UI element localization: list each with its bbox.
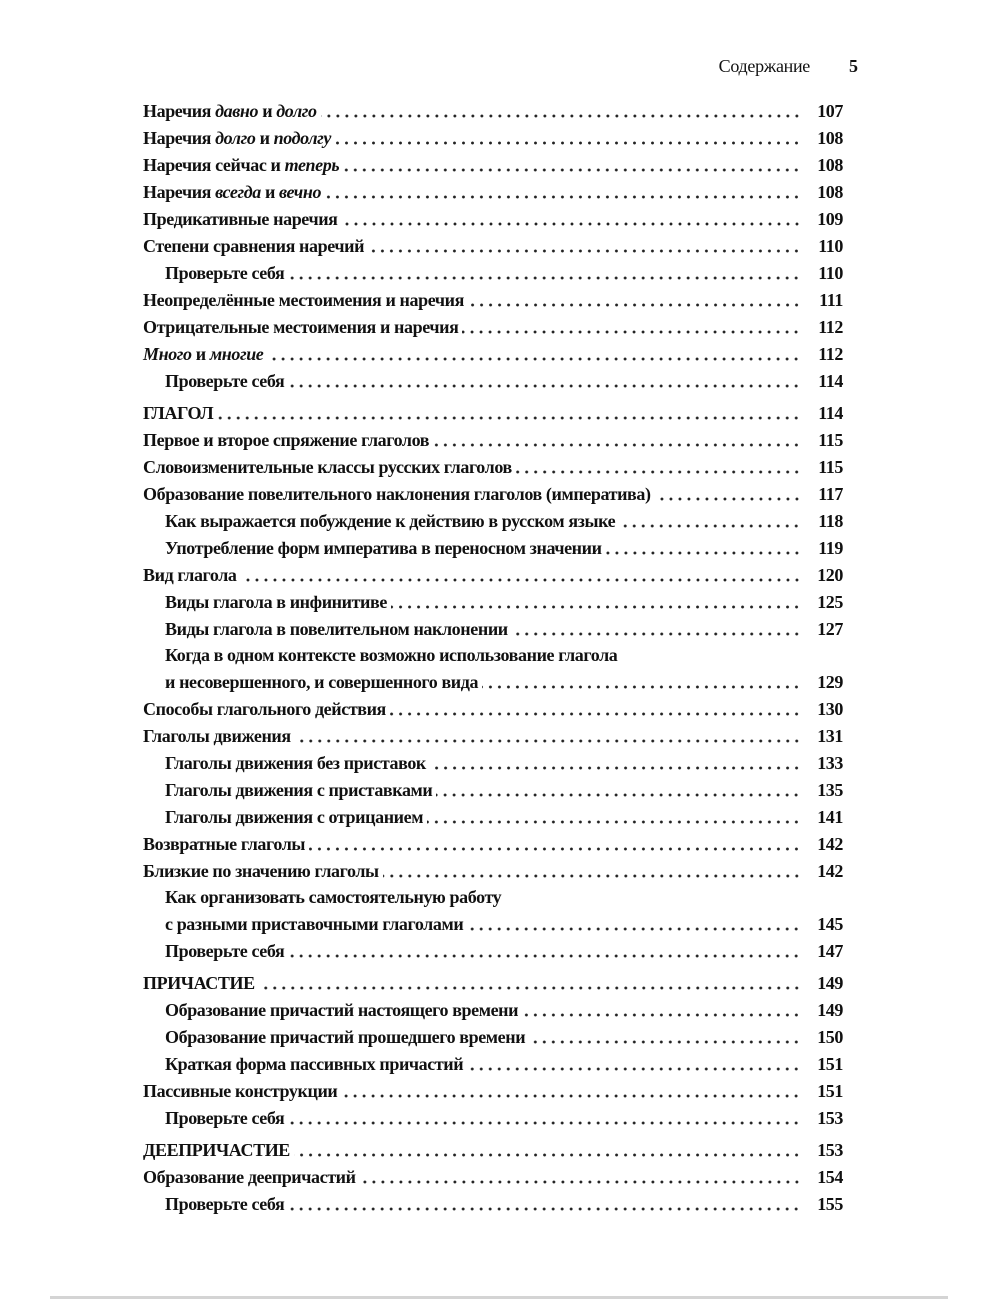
dot-leader <box>288 1206 801 1212</box>
toc-entry[interactable] <box>143 911 843 938</box>
toc-title-part: ГЛАГОЛ <box>143 403 214 423</box>
toc-entry-page: 151 <box>817 1081 843 1101</box>
toc-entry[interactable] <box>143 152 843 179</box>
toc-entry-title <box>143 155 339 179</box>
toc-entry-first-line <box>143 643 843 669</box>
toc-entry-title <box>143 834 305 858</box>
toc-title-part: Образование причастий настоящего времени <box>165 1000 519 1020</box>
toc-entry-page: 115 <box>818 457 843 477</box>
toc-entry[interactable] <box>143 427 843 454</box>
toc-entry-page: 118 <box>818 511 843 531</box>
toc-entry-title <box>143 807 423 831</box>
toc-title-italic-part: долго <box>215 128 256 148</box>
toc-title-part: Предикативные наречия <box>143 209 338 229</box>
toc-title-part: Проверьте себя <box>165 371 285 391</box>
dot-leader <box>295 738 801 744</box>
toc-entry[interactable] <box>143 1164 843 1191</box>
dot-leader <box>467 1066 801 1072</box>
toc-entry-page: 142 <box>817 861 843 881</box>
dot-leader <box>321 113 801 119</box>
toc-entry-title <box>143 672 478 696</box>
dot-leader <box>436 792 801 798</box>
dot-leader <box>294 1152 801 1158</box>
toc-entry[interactable] <box>143 696 843 723</box>
toc-title-part: Употребление форм императива в переносном значении <box>165 538 602 558</box>
dot-leader <box>522 1012 801 1018</box>
dot-leader <box>391 604 801 610</box>
dot-leader <box>383 873 801 879</box>
toc-title-part: Глаголы движения с приставками <box>165 780 433 800</box>
toc-title-part: Образование деепричастий <box>143 1167 356 1187</box>
toc-entry[interactable] <box>143 562 843 589</box>
toc-entry-title <box>143 619 508 643</box>
toc-entry-title <box>143 1108 284 1132</box>
toc-entry[interactable] <box>143 400 843 427</box>
toc-entry[interactable] <box>143 1051 843 1078</box>
toc-entry[interactable] <box>143 804 843 831</box>
toc-entry-title <box>143 290 464 314</box>
toc-entry-title <box>143 1081 337 1105</box>
toc-title-part: Наречия <box>143 182 216 202</box>
toc-entry-page: 153 <box>817 1108 843 1128</box>
toc-entry[interactable] <box>143 1024 843 1051</box>
toc-entry[interactable] <box>143 777 843 804</box>
toc-entry-title <box>143 1194 284 1218</box>
toc-entry-title <box>143 726 291 750</box>
dot-leader <box>267 356 801 362</box>
toc-entry-page: 149 <box>817 973 843 993</box>
toc-entry[interactable] <box>143 481 843 508</box>
toc-entry-title <box>143 484 651 508</box>
dot-leader <box>390 711 801 717</box>
toc-entry-page: 119 <box>818 538 843 558</box>
toc-title-part: Наречия <box>143 128 216 148</box>
toc-title-part: Виды глагола в инфинитиве <box>165 592 387 612</box>
toc-entry[interactable] <box>143 858 843 885</box>
toc-entry[interactable] <box>143 508 843 535</box>
dot-leader <box>368 248 801 254</box>
toc-title-part: Отрицательные местоимения и наречия <box>143 317 459 337</box>
toc-entry-page: 147 <box>817 941 843 961</box>
toc-entry[interactable] <box>143 1191 843 1218</box>
toc-title-part: Возвратные глаголы <box>143 834 306 854</box>
toc-entry-page: 109 <box>817 209 843 229</box>
toc-entry-page: 111 <box>819 290 843 310</box>
toc-entry-title <box>143 753 426 777</box>
toc-entry[interactable] <box>143 616 843 643</box>
toc-entry[interactable] <box>143 723 843 750</box>
toc-title-italic-part: подолгу <box>273 128 331 148</box>
toc-entry[interactable] <box>143 233 843 260</box>
toc-entry[interactable] <box>143 314 843 341</box>
toc-entry[interactable] <box>143 970 843 997</box>
dot-leader <box>335 140 801 146</box>
toc-title-part: Глаголы движения с отрицанием <box>165 807 424 827</box>
dot-leader <box>619 523 801 529</box>
toc-title-part: с разными приставочными глаголами <box>165 914 464 934</box>
dot-leader <box>342 221 801 227</box>
toc-title-part: Степени сравнения наречий <box>143 236 365 256</box>
dot-leader <box>288 953 801 959</box>
toc-title-part: Вид глагола <box>143 565 237 585</box>
toc-entry-page: 154 <box>817 1167 843 1187</box>
page-bottom-divider <box>50 1296 948 1299</box>
toc-title-part: Неопределённые местоимения и наречия <box>143 290 464 310</box>
toc-entry-page: 114 <box>818 371 843 391</box>
dot-leader <box>655 496 801 502</box>
toc-title-part: и несовершенного, и совершенного вида <box>165 672 479 692</box>
toc-entry-title <box>143 101 317 125</box>
toc-entry-page: 150 <box>817 1027 843 1047</box>
toc-entry[interactable] <box>143 1137 843 1164</box>
toc-title-part: и <box>255 128 274 148</box>
toc-entry-title <box>143 592 387 616</box>
toc-title-italic-part: давно <box>215 101 259 121</box>
dot-leader <box>259 985 801 991</box>
dot-leader <box>462 329 801 335</box>
toc-entry-title: Когда в одном контексте возможно использование глагола <box>165 645 618 665</box>
toc-entry-title <box>143 457 512 481</box>
toc-entry[interactable] <box>143 125 843 152</box>
toc-entry-page: 135 <box>817 780 843 800</box>
toc-title-part: Краткая форма пассивных причастий <box>165 1054 464 1074</box>
toc-entry-title <box>143 973 255 997</box>
toc-title-part: Как выражается побуждение к действию в русском языке <box>165 511 616 531</box>
dot-leader <box>343 167 801 173</box>
toc-entry-page: 151 <box>817 1054 843 1074</box>
toc-title-italic-part: долго <box>276 101 317 121</box>
toc-entry-title <box>143 1167 356 1191</box>
toc-entry[interactable] <box>143 206 843 233</box>
toc-entry-title <box>143 538 602 562</box>
toc-title-part: Виды глагола в повелительном наклонении <box>165 619 508 639</box>
toc-entry-page: 108 <box>817 128 843 148</box>
toc-title-part: и <box>260 182 280 202</box>
toc-entry-title <box>143 403 213 427</box>
toc-entry[interactable] <box>143 589 843 616</box>
page-number: 5 <box>849 56 858 76</box>
dot-leader <box>516 469 801 475</box>
toc-entry[interactable] <box>143 368 843 395</box>
toc-entry-title <box>143 317 458 341</box>
toc-title-part: Проверьте себя <box>165 263 285 283</box>
running-header <box>0 56 860 80</box>
toc-title-part: Наречия <box>143 101 216 121</box>
toc-title-part: и <box>191 344 210 364</box>
toc-entry-page: 131 <box>817 726 843 746</box>
toc-entry[interactable] <box>143 535 843 562</box>
toc-entry-page: 117 <box>818 484 843 504</box>
toc-entry-page: 115 <box>818 430 843 450</box>
toc-entry-page: 141 <box>817 807 843 827</box>
dot-leader <box>433 442 801 448</box>
toc-title-italic-part: многие <box>209 344 264 364</box>
toc-entry[interactable] <box>143 997 843 1024</box>
toc-entry-title <box>143 1140 290 1164</box>
toc-title-part: Проверьте себя <box>165 1194 285 1214</box>
dot-leader <box>288 383 801 389</box>
dot-leader <box>288 275 801 281</box>
dot-leader <box>430 765 801 771</box>
toc-entry-page: 155 <box>817 1194 843 1214</box>
toc-entry-first-line <box>143 885 843 911</box>
toc-entry[interactable] <box>143 98 843 125</box>
toc-entry-page: 110 <box>818 236 843 256</box>
toc-title-part: Пассивные конструкции <box>143 1081 338 1101</box>
toc-title-italic-part: вечно <box>279 182 322 202</box>
toc-entry-page: 114 <box>818 403 843 423</box>
toc-title-italic-part: всегда <box>215 182 261 202</box>
toc-entry-page: 108 <box>817 182 843 202</box>
toc-entry[interactable] <box>143 341 843 368</box>
toc-entry-title <box>143 182 321 206</box>
toc-entry-page: 145 <box>817 914 843 934</box>
toc-entry-title <box>143 565 237 589</box>
toc-entry[interactable] <box>143 750 843 777</box>
toc-entry-title <box>143 209 338 233</box>
running-header-title: Содержание <box>718 56 810 76</box>
toc-entry-page: 129 <box>817 672 843 692</box>
toc-title-part: ПРИЧАСТИЕ <box>143 973 255 993</box>
toc-title-part: и <box>258 101 277 121</box>
toc-entry-page: 110 <box>818 263 843 283</box>
toc-entry[interactable] <box>143 938 843 965</box>
dot-leader <box>325 194 801 200</box>
toc-entry[interactable] <box>143 179 843 206</box>
toc-title-part: Способы глагольного действия <box>143 699 386 719</box>
dot-leader <box>482 684 801 690</box>
toc-entry-title <box>143 344 263 368</box>
toc-entry-title <box>143 861 379 885</box>
toc-entry-page: 112 <box>818 344 843 364</box>
toc-entry-page: 133 <box>817 753 843 773</box>
toc-entry-title <box>143 941 284 965</box>
toc-title-part: Глаголы движения <box>143 726 291 746</box>
dot-leader <box>468 302 801 308</box>
toc-entry[interactable] <box>143 1078 843 1105</box>
toc-entry-title <box>143 371 284 395</box>
table-of-contents <box>143 98 843 1218</box>
toc-title-part: Наречия сейчас и <box>143 155 285 175</box>
toc-title-part: Близкие по значению глаголы <box>143 861 379 881</box>
toc-entry-title <box>143 511 615 535</box>
toc-entry-title <box>143 780 432 804</box>
toc-entry-page: 153 <box>817 1140 843 1160</box>
dot-leader <box>467 926 801 932</box>
toc-entry-page: 149 <box>817 1000 843 1020</box>
toc-title-part: Образование повелительного наклонения глаголов (императива) <box>143 484 651 504</box>
toc-title-part: Проверьте себя <box>165 1108 285 1128</box>
toc-entry-title <box>143 914 463 938</box>
dot-leader <box>427 819 801 825</box>
toc-entry[interactable] <box>143 287 843 314</box>
dot-leader <box>606 550 801 556</box>
toc-entry-title <box>143 236 364 260</box>
dot-leader <box>360 1179 801 1185</box>
toc-title-part: Глаголы движения без приставок <box>165 753 426 773</box>
toc-entry-title <box>143 1027 525 1051</box>
toc-entry-page: 127 <box>817 619 843 639</box>
toc-entry-page: 120 <box>817 565 843 585</box>
toc-entry-page: 130 <box>817 699 843 719</box>
toc-entry[interactable] <box>143 260 843 287</box>
toc-entry-title <box>143 128 331 152</box>
toc-entry-page: 108 <box>817 155 843 175</box>
toc-entry-title <box>143 430 429 454</box>
toc-entry-title <box>143 1000 518 1024</box>
toc-title-italic-part: теперь <box>284 155 340 175</box>
toc-entry-page: 107 <box>817 101 843 121</box>
toc-entry-title <box>143 1054 463 1078</box>
dot-leader <box>529 1039 801 1045</box>
dot-leader <box>309 846 801 852</box>
toc-title-italic-part: Много <box>143 344 192 364</box>
dot-leader <box>288 1120 801 1126</box>
toc-entry[interactable] <box>143 454 843 481</box>
toc-title-part: Проверьте себя <box>165 941 285 961</box>
dot-leader <box>341 1093 801 1099</box>
toc-title-part: Словоизменительные классы русских глаголов <box>143 457 512 477</box>
toc-entry-page: 112 <box>818 317 843 337</box>
toc-title-part: Образование причастий прошедшего времени <box>165 1027 526 1047</box>
dot-leader <box>241 577 801 583</box>
toc-entry[interactable] <box>143 669 843 696</box>
toc-entry-title <box>143 263 284 287</box>
toc-entry[interactable] <box>143 1105 843 1132</box>
dot-leader <box>217 415 801 421</box>
toc-entry[interactable] <box>143 831 843 858</box>
dot-leader <box>512 631 801 637</box>
toc-entry-title <box>143 699 386 723</box>
toc-entry-title: Как организовать самостоятельную работу <box>165 887 502 907</box>
toc-entry-page: 125 <box>817 592 843 612</box>
toc-title-part: ДЕЕПРИЧАСТИЕ <box>143 1140 290 1160</box>
toc-entry-page: 142 <box>817 834 843 854</box>
toc-title-part: Первое и второе спряжение глаголов <box>143 430 430 450</box>
